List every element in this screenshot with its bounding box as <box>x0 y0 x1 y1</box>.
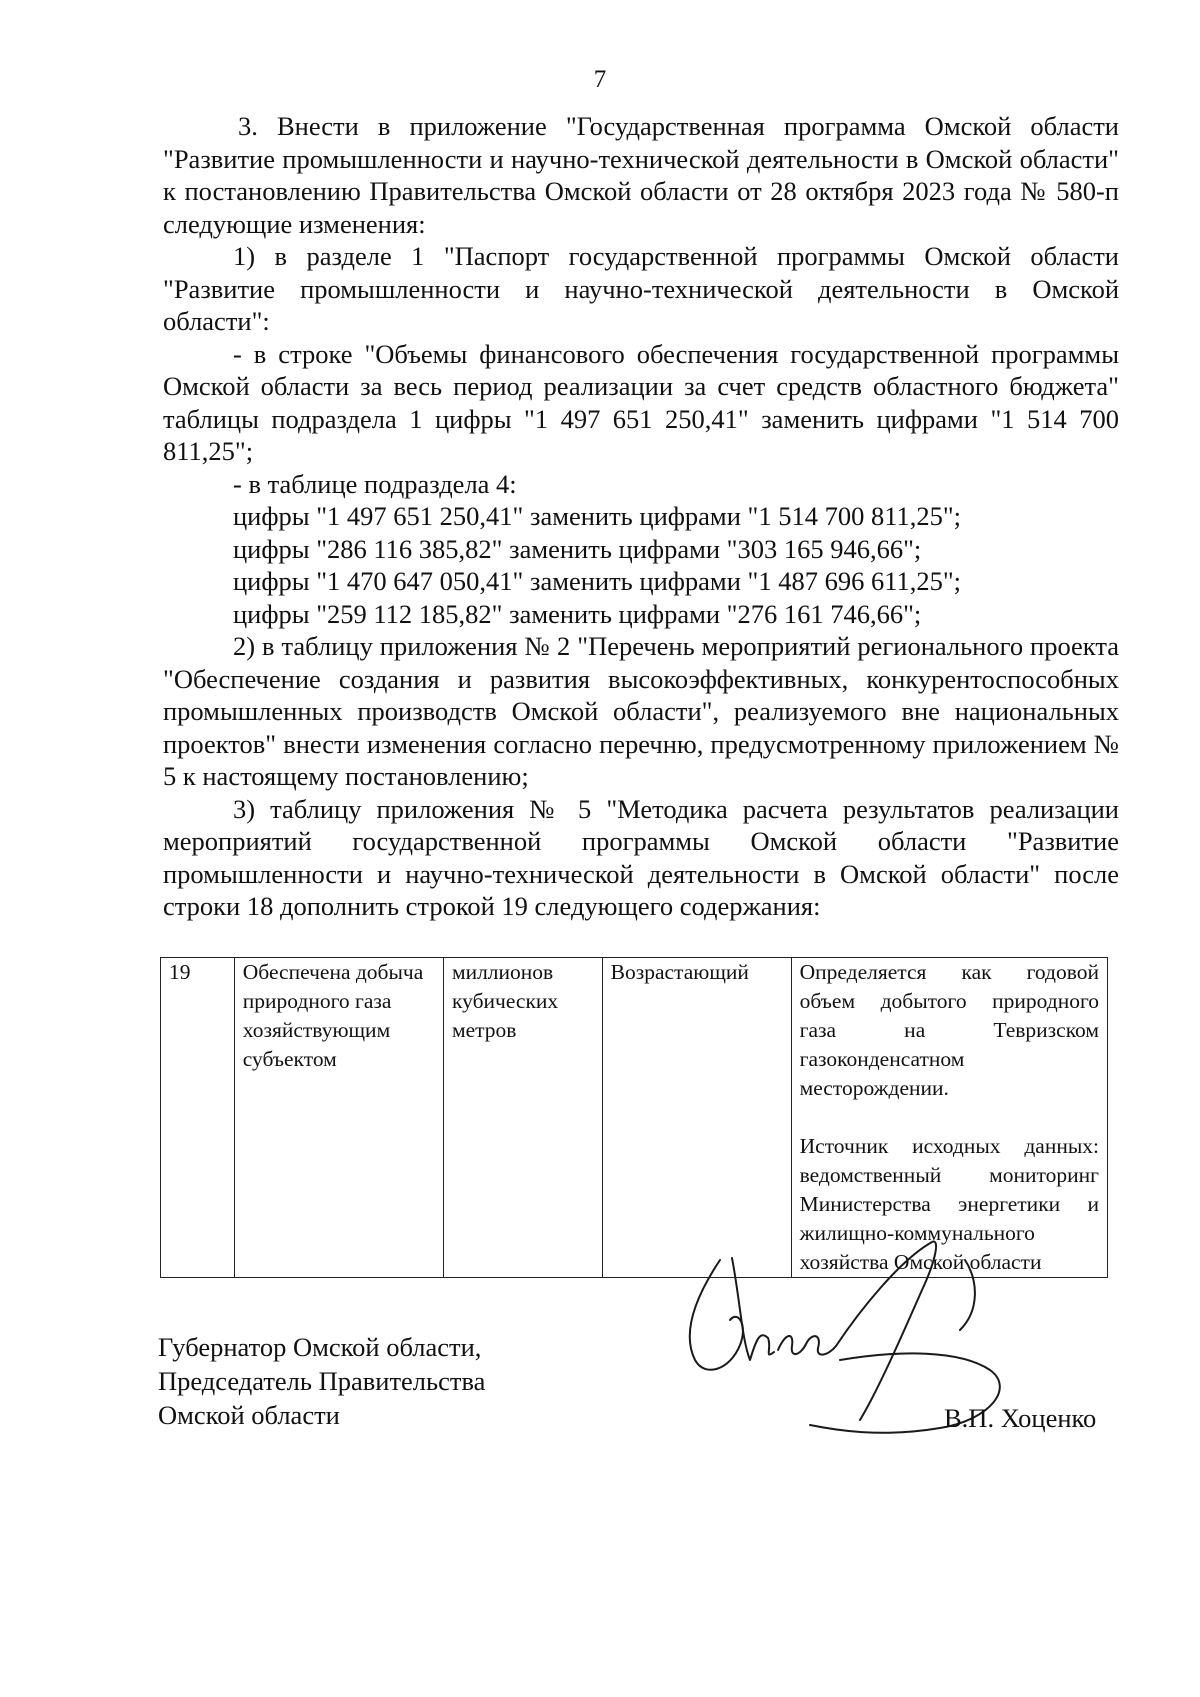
source-text: Источник исходных данных: ведомственный мониторинг Министерства энергетики и жилищно-коммунального хозяйства Омской области <box>799 1134 1099 1274</box>
signatory-title-line: Губернатор Омской области, <box>158 1332 482 1362</box>
paragraph-table-intro: - в таблице подраздела 4: <box>233 468 517 499</box>
page-number: 7 <box>593 66 607 93</box>
replacement-line: цифры "1 470 647 050,41" заменить цифрами "1 487 696 611,25"; <box>233 566 962 596</box>
result-name-cell: Обеспечена добыча природного газа хозяйствующим субъектом <box>234 958 443 1278</box>
replacement-line: цифры "259 112 185,82" заменить цифрами "276 161 746,66"; <box>233 598 922 629</box>
replacement-line: цифры "286 116 385,82" заменить цифрами "303 165 946,66"; <box>233 533 922 564</box>
document-body <box>163 110 1119 923</box>
paragraph-item-3: 3. Внести в приложение "Государственная программа Омской области "Развитие промышленности и научно-технической деятельности в Омской области" к постановлению Правительства Омской области от 28 октября 2023 года № 580-п следующие изменения: <box>163 111 1119 239</box>
signatory-title-line: Омской области <box>158 1400 340 1430</box>
replacement-line: цифры "1 497 651 250,41" заменить цифрами "1 514 700 811,25"; <box>233 501 962 531</box>
row-number-cell: 19 <box>161 958 235 1278</box>
paragraph-row-change: - в строке "Объемы финансового обеспечения государственной программы Омской области за весь период реализации за счет средств областного бюджета" таблицы подраздела 1 цифры "1 497 651 250,41" заменить цифрами "1 514 700 811,25"; <box>163 338 1119 466</box>
paragraph-subitem-3: 3) таблицу приложения № 5 "Методика расчета результатов реализации мероприятий государственной программы Омской области "Развитие промышленности и научно-технической деятельности в Омской области" после строки 18 дополнить строкой 19 следующего содержания: <box>163 793 1119 921</box>
paragraph-subitem-2: 2) в таблицу приложения № 2 "Перечень мероприятий регионального проекта "Обеспечение создания и развития высокоэффективных, конкурентоспособных промышленных производств Омской области", реализуемого вне национальных проектов" внести изменения согласно перечню, предусмотренному приложением № 5 к настоящему постановлению; <box>163 631 1119 791</box>
signatory-title <box>158 1330 485 1432</box>
signatory-name: В.П. Хоценко <box>944 1403 1097 1433</box>
paragraph-subitem-1: 1) в разделе 1 "Паспорт государственной программы Омской области "Развитие промышленности и научно-технической деятельности в Омской области": <box>163 241 1119 336</box>
trend-cell: Возрастающий <box>602 958 791 1278</box>
unit-cell: миллионов кубических метров <box>443 958 602 1278</box>
method-text: Определяется как годовой объем добытого природного газа на Тевризском газоконденсатном месторождении. <box>799 960 1099 1100</box>
signatory-title-line: Председатель Правительства <box>158 1366 486 1396</box>
